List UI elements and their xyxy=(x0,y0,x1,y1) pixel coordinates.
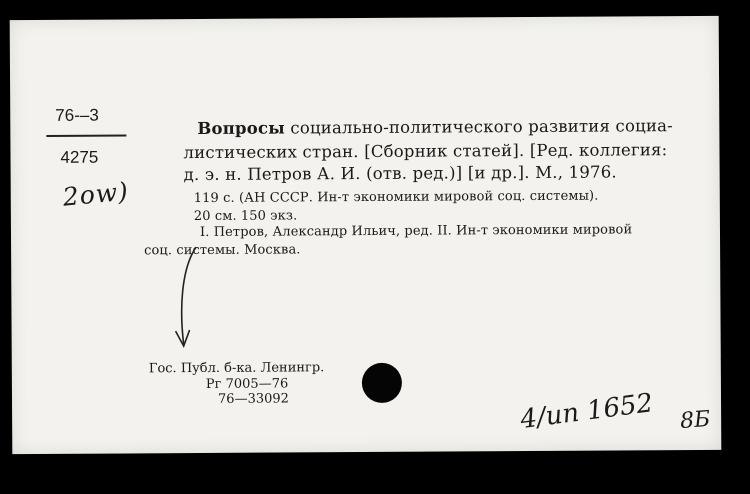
handwritten-signature: 4/ип 1652 xyxy=(518,388,655,436)
library-line-3: 76—33092 xyxy=(217,391,289,407)
title-bold-word: Вопросы xyxy=(197,118,285,139)
subject-line-2: соц. системы. Москва. xyxy=(144,242,301,259)
handwritten-mark: 8Б xyxy=(679,406,712,435)
library-line-2: Рг 7005—76 xyxy=(205,376,289,392)
title-line-2: листических стран. [Сборник статей]. [Ред. коллегия: xyxy=(183,140,668,163)
subject-line-1: I. Петров, Александр Ильич, ред. II. Ин-т экономики мировой xyxy=(199,222,633,241)
title-line-1-rest: социально-политического развития социа- xyxy=(284,116,673,138)
title-line-3: д. э. н. Петров А. И. (отв. ред.)] [и др.]. М., 1976. xyxy=(183,162,617,185)
library-line-1: Гос. Публ. б-ка. Ленингр. xyxy=(148,360,325,377)
catalog-card xyxy=(10,16,722,454)
accession-number: 4275 xyxy=(60,147,99,167)
punch-hole xyxy=(362,363,402,403)
size-copies-line: 20 см. 150 экз. xyxy=(193,208,298,225)
handwritten-location: 2ow) xyxy=(61,176,131,212)
pages-series-line: 119 с. (АН СССР. Ин-т экономики мировой соц. системы). xyxy=(193,188,599,207)
call-number: 76-–3 xyxy=(55,105,99,125)
